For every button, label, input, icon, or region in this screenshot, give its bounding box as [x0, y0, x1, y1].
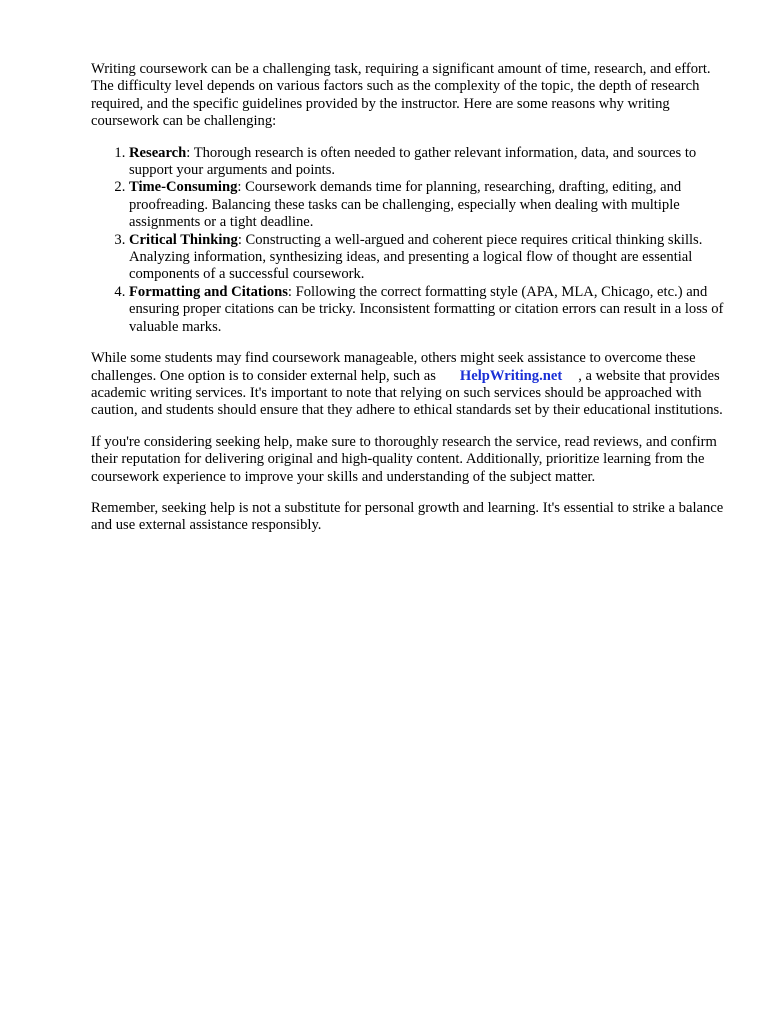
document-page — [91, 61, 727, 549]
list-item-term: Critical Thinking — [129, 231, 238, 248]
list-item — [129, 145, 727, 180]
list-item — [129, 284, 727, 336]
list-item-term: Time-Consuming — [129, 179, 238, 196]
list-item-text: : Following the correct formatting style (APA, MLA, Chicago, etc.) and ensuring proper citations can be tricky. Inconsistent formatting or citation errors can result in a loss of valuable marks. — [129, 283, 724, 335]
list-item — [129, 232, 727, 284]
list-item-term: Research — [129, 144, 187, 161]
advice-paragraph: If you're considering seeking help, make sure to thoroughly research the service, read reviews, and confirm their reputation for delivering original and high-quality content. Additionally, prioritize learning from the coursework experience to improve your skills and understanding of the subject matter. — [91, 433, 717, 485]
list-item-text: : Constructing a well-argued and coherent piece requires critical thinking skills. Analyzing information, synthesizing ideas, and presenting a logical flow of thought are essential components of a successful coursework. — [129, 231, 703, 283]
intro-paragraph: Writing coursework can be a challenging task, requiring a significant amount of time, research, and effort. The difficulty level depends on various factors such as the complexity of the topic, the depth of research required, and the specific guidelines provided by the instructor. Here are some reasons why writing coursework can be challenging: — [91, 61, 711, 130]
list-item — [129, 179, 727, 231]
list-item-text: : Coursework demands time for planning, researching, drafting, editing, and proofreading. Balancing these tasks can be challenging, especially when dealing with multiple assignments or a tight deadline. — [129, 179, 682, 231]
list-item-text: : Thorough research is often needed to gather relevant information, data, and sources to support your arguments and points. — [129, 144, 697, 179]
closing-paragraph: Remember, seeking help is not a substitute for personal growth and learning. It's essential to strike a balance and use external assistance responsibly. — [91, 499, 724, 534]
help-paragraph-after: , a website that provides academic writing services. It's important to note that relying on such services should be approached with caution, and students should ensure that they adhere to ethical standards set by their educational institutions. — [91, 367, 723, 419]
help-paragraph — [91, 350, 727, 420]
helpwriting-link[interactable]: HelpWriting.net — [459, 367, 563, 384]
reasons-list — [91, 145, 727, 336]
help-paragraph-before: While some students may find coursework manageable, others might seek assistance to overcome these challenges. One option is to consider external help, such as — [91, 350, 696, 384]
list-item-term: Formatting and Citations — [129, 283, 288, 300]
